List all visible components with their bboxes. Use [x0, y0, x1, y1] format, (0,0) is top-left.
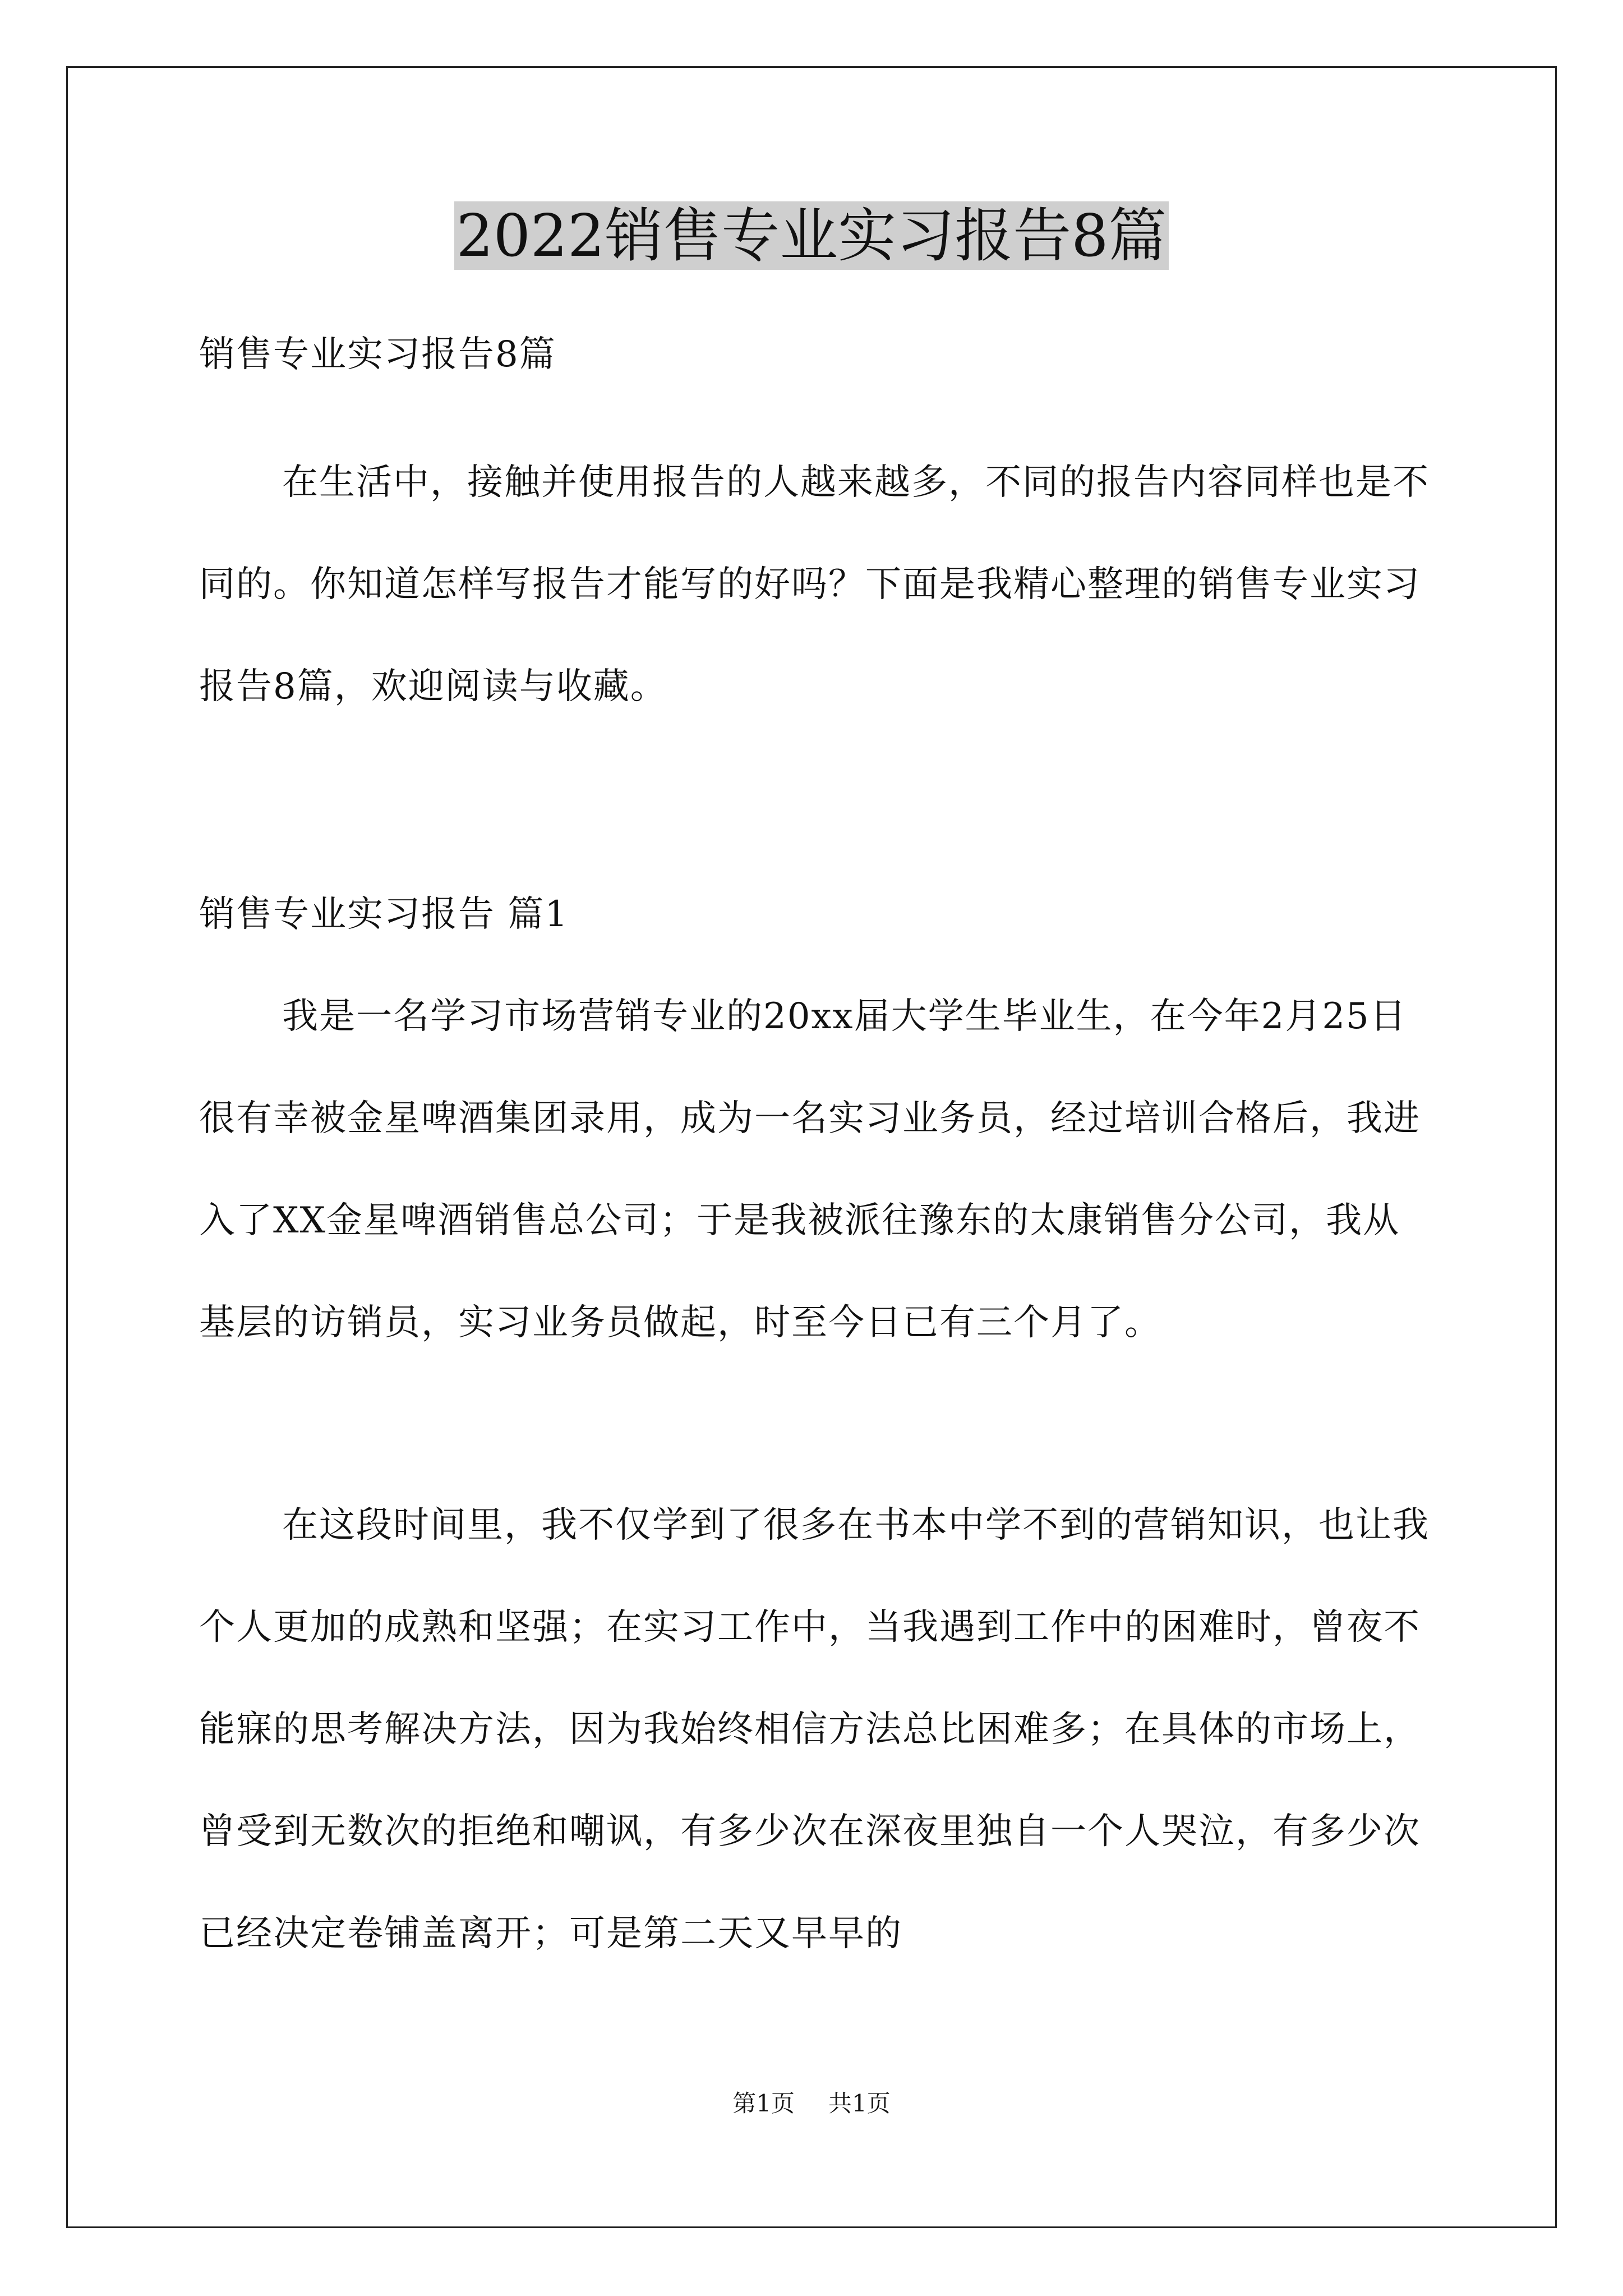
intro-paragraph: 在生活中，接触并使用报告的人越来越多，不同的报告内容同样也是不同的。你知道怎样写报告才能写的好吗？下面是我精心整理的销售专业实习报告8篇，欢迎阅读与收藏。 [199, 462, 1430, 707]
page-total: 共1页 [828, 2090, 891, 2117]
page-number: 第1页 [732, 2090, 795, 2117]
section-heading: 销售专业实习报告 篇1 [199, 894, 569, 935]
document-title [0, 199, 1623, 272]
document-subtitle: 销售专业实习报告8篇 [199, 334, 556, 375]
body-paragraph-2: 在这段时间里，我不仅学到了很多在书本中学不到的营销知识，也让我个人更加的成熟和坚强；在实习工作中，当我遇到工作中的困难时，曾夜不能寐的思考解决方法，因为我始终相信方法总比困难多；在具体的市场上，曾受到无数次的拒绝和嘲讽，有多少次在深夜里独自一个人哭泣，有多少次已经决定卷铺盖离开；可是第二天又早早的 [199, 1504, 1430, 1954]
document-title-text: 2022销售专业实习报告8篇 [454, 201, 1169, 270]
body-paragraph-1: 我是一名学习市场营销专业的20xx届大学生毕业生，在今年2月25日很有幸被金星啤酒集团录用，成为一名实习业务员，经过培训合格后，我进入了XX金星啤酒销售总公司；于是我被派往豫东的太康销售分公司，我从基层的访销员，实习业务员做起，时至今日已有三个月了。 [199, 996, 1421, 1343]
page-footer [0, 2087, 1623, 2120]
